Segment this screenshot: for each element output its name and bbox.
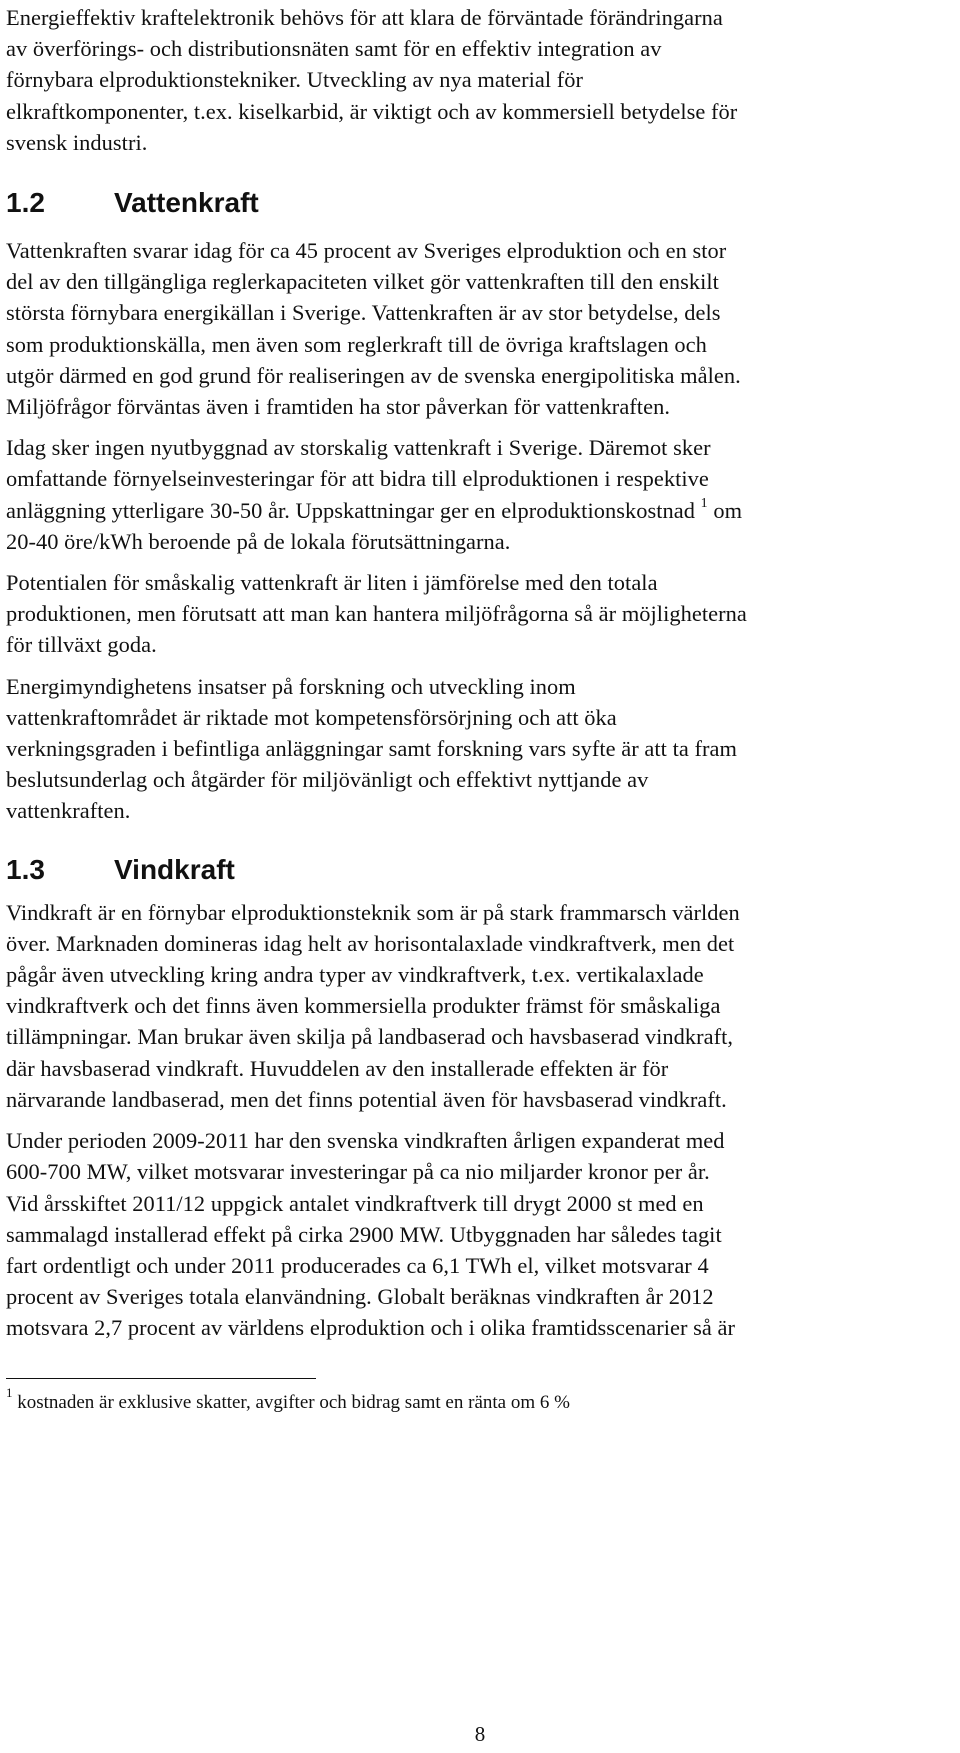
text-segment: om bbox=[707, 497, 743, 523]
text-line: där havsbaserad vindkraft. Huvuddelen av den installerade effekten är för bbox=[6, 1055, 669, 1081]
text-line: Energimyndighetens insatser på forskning och utveckling inom bbox=[6, 673, 576, 699]
intro-paragraph bbox=[6, 2, 954, 158]
text-segment: anläggning ytterligare 30-50 år. Uppskattningar ger en elproduktionskostnad bbox=[6, 497, 701, 523]
text-line: pågår även utveckling kring andra typer av vindkraftverk, t.ex. vertikalaxlade bbox=[6, 962, 704, 988]
text-line: svensk industri. bbox=[6, 129, 148, 155]
text-line: Vattenkraften svarar idag för ca 45 procent av Sveriges elproduktion och en stor bbox=[6, 238, 727, 264]
document-page bbox=[6, 0, 954, 1344]
text-line: 600-700 MW, vilket motsvarar investeringar på ca nio miljarder kronor per år. bbox=[6, 1159, 710, 1185]
vattenkraft-paragraph-2 bbox=[6, 432, 954, 557]
section-heading-vattenkraft bbox=[6, 186, 954, 220]
text-line: procent av Sveriges totala elanvändning. Globalt beräknas vindkraften år 2012 bbox=[6, 1284, 714, 1310]
text-line: produktionen, men förutsatt att man kan hantera miljöfrågorna så är möjligheterna bbox=[6, 601, 747, 627]
section-title: Vattenkraft bbox=[114, 187, 259, 219]
text-line: Miljöfrågor förväntas även i framtiden ha stor påverkan för vattenkraften. bbox=[6, 394, 670, 420]
vattenkraft-paragraph-1 bbox=[6, 235, 954, 422]
section-number: 1.3 bbox=[6, 853, 45, 885]
text-line bbox=[6, 495, 954, 526]
footnote-separator bbox=[6, 1378, 316, 1379]
section-title: Vindkraft bbox=[114, 853, 235, 885]
text-line: motsvara 2,7 procent av världens elproduktion och i olika framtidsscenarier så är bbox=[6, 1315, 736, 1341]
vindkraft-paragraph-2 bbox=[6, 1125, 954, 1343]
text-line: 20-40 öre/kWh beroende på de lokala förutsättningarna. bbox=[6, 528, 511, 554]
text-line: som produktionskälla, men även som reglerkraft till de övriga kraftslagen och bbox=[6, 331, 707, 357]
text-line: Energieffektiv kraftelektronik behövs för att klara de förväntade förändringarna bbox=[6, 5, 723, 30]
footnote-reference: 1 bbox=[700, 496, 708, 512]
text-line: för tillväxt goda. bbox=[6, 632, 157, 658]
vattenkraft-paragraph-4 bbox=[6, 671, 954, 827]
text-line: verkningsgraden i befintliga anläggningar samt forskning vars syfte är att ta fram bbox=[6, 736, 737, 762]
text-line: Idag sker ingen nyutbyggnad av storskalig vattenkraft i Sverige. Däremot sker bbox=[6, 435, 711, 461]
section-heading-vindkraft bbox=[6, 853, 954, 887]
text-line: Vid årsskiftet 2011/12 uppgick antalet vindkraftverk till drygt 2000 st med en bbox=[6, 1190, 704, 1216]
text-line: förnybara elproduktionstekniker. Utveckling av nya material för bbox=[6, 67, 584, 93]
text-line: vattenkraftområdet är riktade mot kompetensförsörjning och att öka bbox=[6, 704, 617, 730]
vattenkraft-paragraph-3 bbox=[6, 567, 954, 661]
text-line: vattenkraften. bbox=[6, 798, 131, 824]
footnote-text: kostnaden är exklusive skatter, avgifter och bidrag samt en ränta om 6 % bbox=[12, 1392, 570, 1413]
text-line: del av den tillgängliga reglerkapaciteten vilket gör vattenkraften till den enskilt bbox=[6, 269, 719, 295]
text-line: beslutsunderlag och åtgärder för miljövänligt och effektivt nyttjande av bbox=[6, 767, 649, 793]
text-line: tillämpningar. Man brukar även skilja på landbaserad och havsbaserad vindkraft, bbox=[6, 1024, 734, 1050]
text-line: Under perioden 2009-2011 har den svenska vindkraften årligen expanderat med bbox=[6, 1128, 725, 1154]
text-line: utgör därmed en god grund för realiseringen av de svenska energipolitiska målen. bbox=[6, 362, 741, 388]
text-line: närvarande landbaserad, men det finns potential även för havsbaserad vindkraft. bbox=[6, 1086, 727, 1112]
text-line: vindkraftverk och det finns även kommersiella produkter främst för småskaliga bbox=[6, 993, 721, 1019]
text-line: Vindkraft är en förnybar elproduktionsteknik som är på stark frammarsch världen bbox=[6, 899, 740, 925]
text-line: Potentialen för småskalig vattenkraft är liten i jämförelse med den totala bbox=[6, 570, 658, 596]
footnote-marker: 1 bbox=[6, 1384, 13, 1400]
text-line: största förnybara energikällan i Sverige. Vattenkraften är av stor betydelse, dels bbox=[6, 300, 721, 326]
text-line: över. Marknaden domineras idag helt av horisontalaxlade vindkraftverk, men det bbox=[6, 930, 735, 956]
section-number: 1.2 bbox=[6, 187, 45, 219]
text-line: sammalagd installerad effekt på cirka 2900 MW. Utbyggnaden har således tagit bbox=[6, 1221, 722, 1247]
text-line: elkraftkomponenter, t.ex. kiselkarbid, är viktigt och av kommersiell betydelse för bbox=[6, 98, 738, 124]
vindkraft-paragraph-1 bbox=[6, 897, 954, 1115]
text-line: av överförings- och distributionsnäten samt för en effektiv integration av bbox=[6, 36, 662, 62]
page-number: 8 bbox=[474, 1722, 486, 1746]
footnote bbox=[6, 1384, 570, 1415]
text-line: omfattande förnyelseinvesteringar för att bidra till elproduktionen i respektive bbox=[6, 466, 709, 492]
text-line: fart ordentligt och under 2011 producerades ca 6,1 TWh el, vilket motsvarar 4 bbox=[6, 1252, 709, 1278]
